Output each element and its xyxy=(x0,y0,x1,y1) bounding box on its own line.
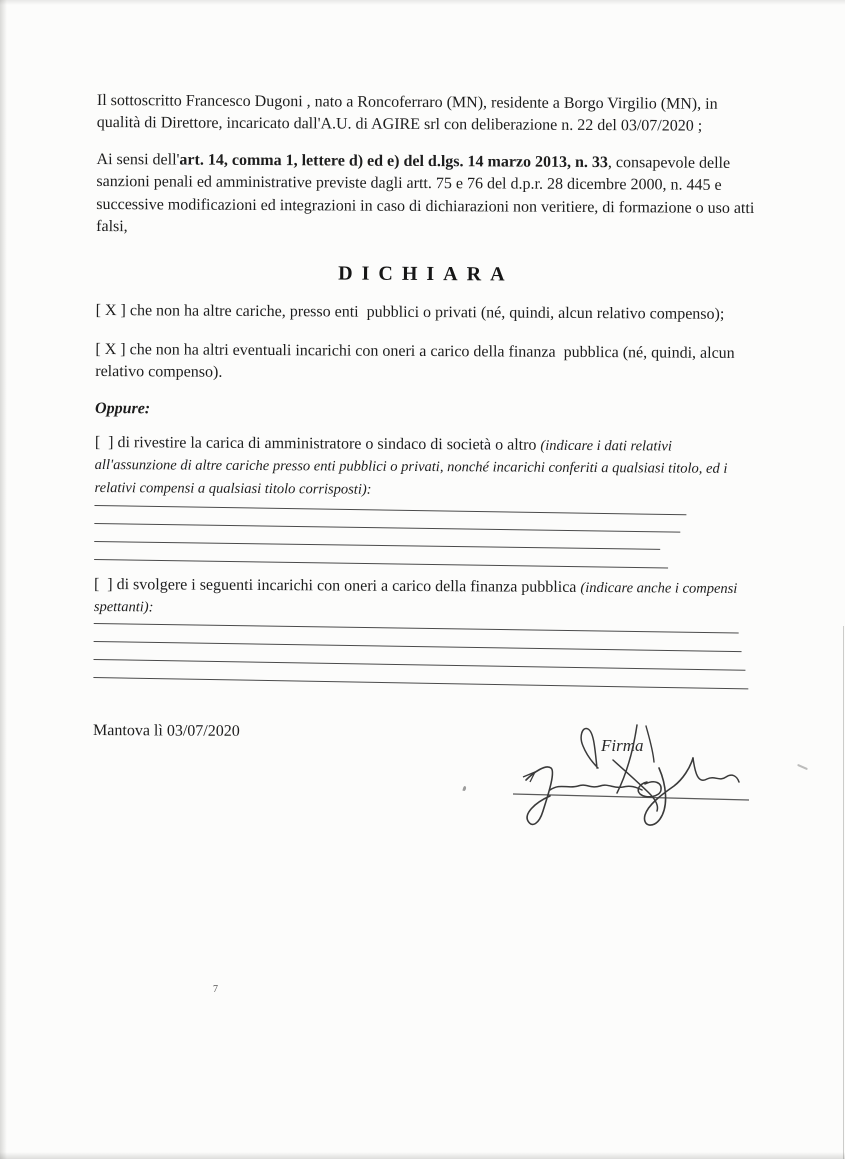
option-1-text: di rivestire la carica di amministratore o sindaco di società o altro xyxy=(117,434,537,454)
blank-line xyxy=(94,559,668,569)
legal-suffix: , consapevole delle sanzioni penali ed amministrative previste dagli artt. 75 e 76 del d.p.r. 28 dicembre 2000, n. 445 e successive modificazioni ed integrazioni in caso di dichiarazioni non veritiere, di formazione o uso atti falsi, xyxy=(96,153,759,236)
oppure-label: Oppure: xyxy=(95,399,151,417)
blank-lines-block-2 xyxy=(93,623,753,682)
scan-speck xyxy=(797,764,808,770)
blank-line xyxy=(94,505,686,515)
scan-edge-left xyxy=(0,0,7,1159)
blank-line xyxy=(94,523,680,533)
option-2-note: (indicare anche i compensi spettanti): xyxy=(93,580,742,616)
document-body xyxy=(93,90,757,746)
legal-prefix: Ai sensi dell' xyxy=(96,150,180,169)
option-2 xyxy=(94,574,754,623)
signature-handwriting xyxy=(486,718,766,843)
stray-mark: 7 xyxy=(213,984,218,995)
scan-edge-top xyxy=(0,0,845,5)
declaration-2 xyxy=(95,339,755,388)
blank-line xyxy=(94,641,742,652)
declaration-1-text: che non ha altre cariche, presso enti pubblici o privati (né, quindi, alcun relativo compenso); xyxy=(129,302,725,324)
intro-text: Il sottoscritto Francesco Dugoni , nato a Roncoferraro (MN), residente a Borgo Virgilio (MN), in qualità di Direttore, incaricato dall'A.U. di AGIRE srl con deliberazione n. 22 del 03/07/2020 ; xyxy=(96,91,722,136)
checkbox-empty-marker: [ ] xyxy=(94,433,114,452)
declaration-1 xyxy=(96,300,756,326)
scan-edge-bottom xyxy=(0,1152,845,1159)
dichiara-heading: DICHIARA xyxy=(338,262,514,286)
option-1-note: (indicare i dati relativi all'assunzione di altre cariche presso enti pubblici o privati, nonché incarichi conferiti a qualsiasi titolo, ed i relativi compensi a qualsiasi titolo corrisposti): xyxy=(94,437,732,498)
blank-line xyxy=(94,623,739,634)
option-1 xyxy=(95,432,755,503)
signature-label: Firma xyxy=(601,736,644,755)
declaration-2-text: che non ha altri eventuali incarichi con oneri a carico della finanza pubblica (né, quindi, alcun relativo compenso). xyxy=(95,340,739,381)
scan-edge-right xyxy=(843,626,844,1159)
legal-bold-citation: art. 14, comma 1, lettere d) ed e) del d.lgs. 14 marzo 2013, n. 33 xyxy=(179,151,609,171)
checkbox-empty-marker: [ ] xyxy=(93,576,113,594)
checkbox-checked-marker: [ X ] xyxy=(95,340,126,358)
blank-line xyxy=(93,677,748,689)
blank-lines-block-1 xyxy=(94,505,754,564)
blank-line xyxy=(94,541,660,550)
scan-speck xyxy=(462,786,466,792)
intro-paragraph xyxy=(97,90,757,139)
option-2-text: di svolgere i seguenti incarichi con oneri a carico della finanza pubblica xyxy=(116,576,577,597)
blank-line xyxy=(94,659,746,671)
checkbox-checked-marker: [ X ] xyxy=(95,302,126,320)
legal-paragraph xyxy=(96,149,757,243)
place-date: Mantova lì 03/07/2020 xyxy=(93,721,240,740)
signature-block xyxy=(486,718,766,843)
